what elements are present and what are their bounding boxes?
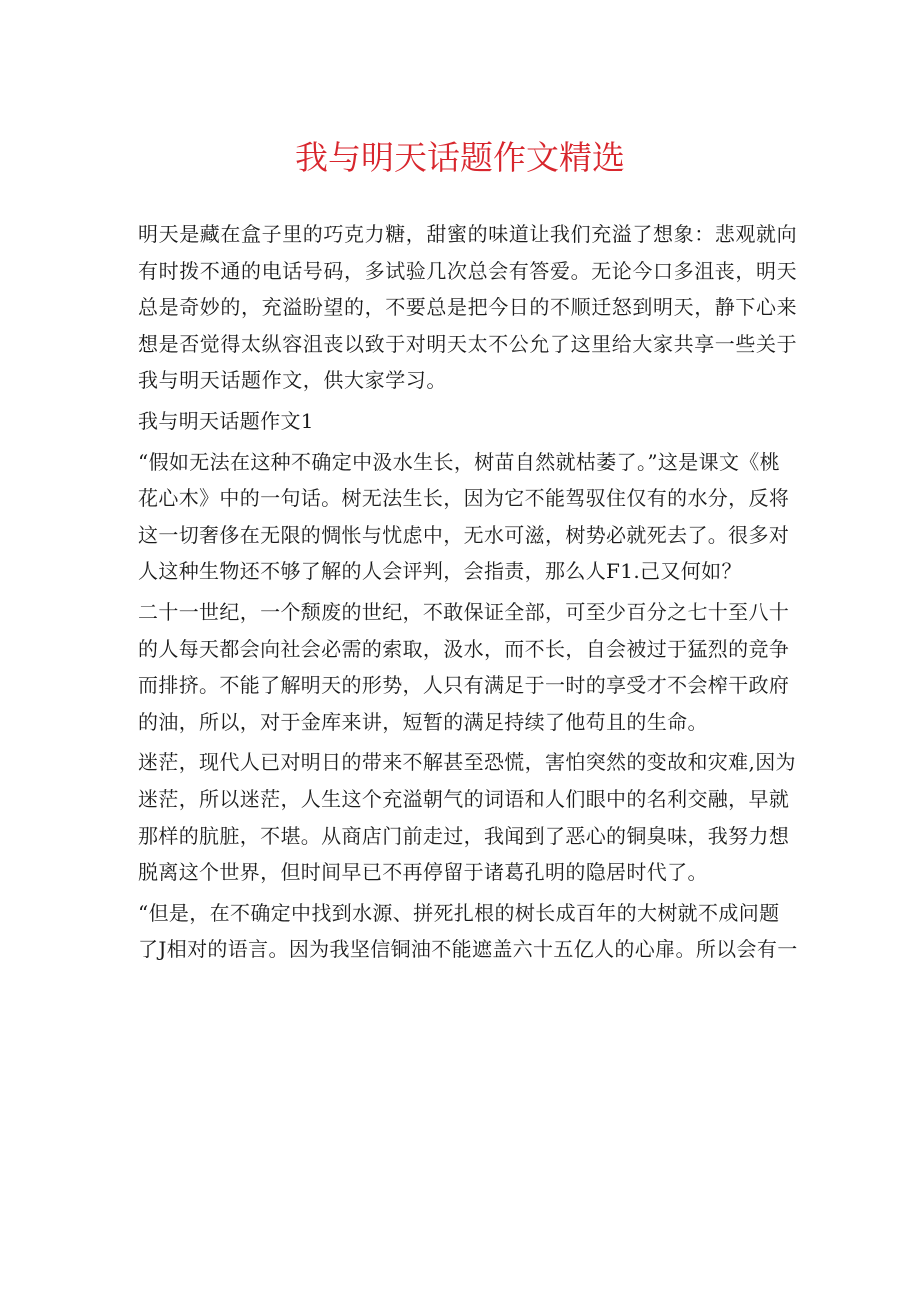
text-line: 想是否觉得太纵容沮丧以致于对明天太不公允了这里给大家共享一些关于 (138, 331, 798, 356)
section-heading-text: 我与明天话题作文1 (138, 408, 314, 433)
section-heading (138, 403, 788, 440)
text-line: 明天是藏在盒子里的巧克力糖，甜蜜的味道让我们充溢了想象：悲观就向 (138, 222, 798, 246)
text-line: 我与明天话题作文，供大家学习。 (138, 368, 447, 393)
text-line: 人这种生物还不够了解的人会评判，会指责，那么人F1.己又何如？ (138, 559, 742, 584)
text-line: 二十一世纪，一个颓废的世纪，不敢保证全部，可至少百分之七十至八十 (138, 599, 790, 624)
text-line: 迷茫，现代人已对明日的带来不解甚至恐慌，害怕突然的变故和灾难,因为 (138, 750, 796, 775)
paragraph (138, 895, 798, 968)
paragraph (138, 594, 788, 740)
text-line: 花心木》中的一句话。树无法生长，因为它不能驾驭住仅有的水分，反将 (138, 486, 790, 511)
paragraph (138, 444, 788, 590)
paragraph (138, 744, 796, 890)
article-body (138, 216, 798, 972)
text-line: 而排挤。不能了解明天的形势，人只有满足于一时的享受才不会榨干政府 (138, 673, 790, 698)
text-line: 这一切奢侈在无限的惆怅与忧虑中，无水可滋，树势必就死去了。很多对 (138, 522, 790, 547)
text-line: 那样的肮脏，不堪。从商店门前走过，我闻到了恶心的铜臭味，我努力想 (138, 823, 790, 848)
text-line: 有时拨不通的电话号码，多试验几次总会有答爱。无论今口多沮丧，明天 (138, 258, 798, 283)
intro-paragraph (138, 216, 798, 399)
text-line: “但是，在不确定中找到水源、拼死扎根的树长成百年的大树就不成问题 (138, 900, 780, 925)
text-line: 总是奇妙的，充溢盼望的，不要总是把今日的不顺迁怒到明天，静下心来 (138, 295, 798, 320)
text-line: 迷茫，所以迷茫，人生这个充溢朝气的词语和人们眼中的名利交融，早就 (138, 786, 790, 811)
text-line: “假如无法在这种不确定中汲水生长，树苗自然就枯萎了。”这是课文《桃 (138, 449, 780, 474)
text-line: 脱离这个世界，但时间早已不再停留于诸葛孔明的隐居时代了。 (138, 860, 708, 885)
page-title: 我与明天话题作文精选 (295, 138, 625, 177)
text-line: 的人每天都会向社会必需的索取，汲水，而不长，自会被过于猛烈的竞争 (138, 636, 790, 661)
text-line: 的油，所以，对于金库来讲，短暂的满足持续了他苟且的生命。 (138, 709, 708, 734)
text-line: 了J相对的语言。因为我坚信铜油不能遮盖六十五亿人的心扉。所以会有一 (138, 937, 798, 962)
